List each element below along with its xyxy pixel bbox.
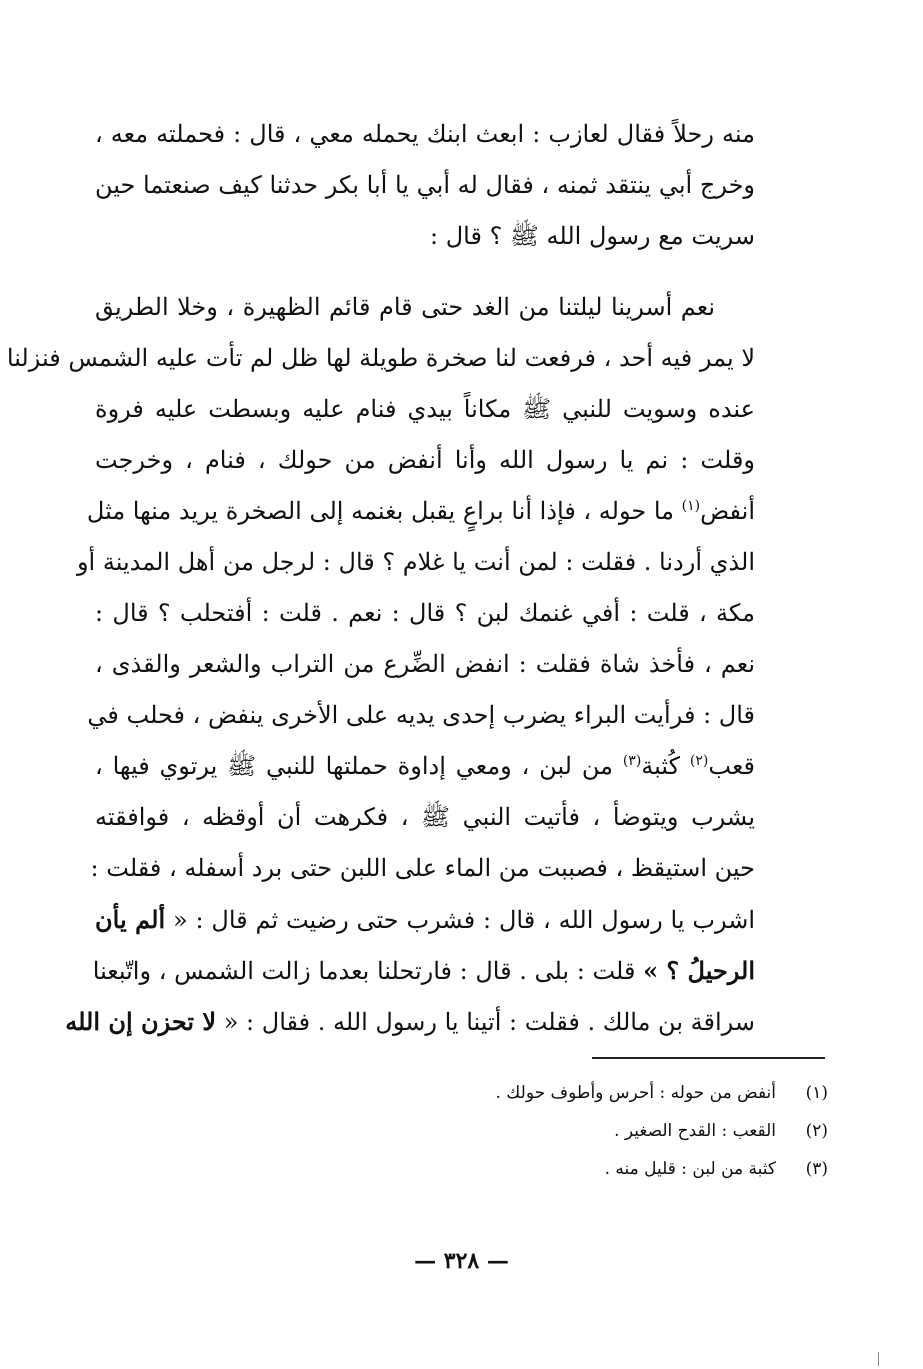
footnote-divider [592, 1057, 825, 1059]
line-text: سراقة بن مالك . فقلت : أتينا يا رسول الله . فقال : « [223, 1008, 755, 1036]
text-line: قال : فرأيت البراء يضرب إحدى يديه على الأخرى ينفض ، فحلب في [87, 701, 755, 729]
text-line: لا يمر فيه أحد ، فرفعت لنا صخرة طويلة لها ظل لم تأت عليه الشمس فنزلنا [6, 344, 755, 372]
footnote-ref-2: (٢) [689, 753, 709, 769]
line-text: قعب [708, 752, 755, 780]
text-line: نعم ، فأخذ شاة فقلت : انفض الضِّرع من التراب والشعر والقذى ، [95, 650, 755, 678]
text-line [65, 996, 755, 1047]
quote-bold: لا تحزن إن الله [65, 1007, 217, 1036]
line-text: كُثبة [641, 752, 690, 780]
footnote-1 [268, 1074, 828, 1112]
line-text: قلت : بلى . قال : فارتحلنا بعدما زالت الشمس ، واتّبعنا [92, 957, 644, 985]
text-line: الذي أردنا . فقلت : لمن أنت يا غلام ؟ قال : لرجل من أهل المدينة أو [76, 548, 755, 576]
text-line: مكة ، قلت : أفي غنمك لبن ؟ قال : نعم . قلت : أفتحلب ؟ قال : [95, 599, 755, 627]
footnote-ref-3: (٣) [622, 753, 642, 769]
page-number: — ٣٢٨ — [414, 1248, 509, 1274]
line-text: اشرب يا رسول الله ، قال : فشرب حتى رضيت ثم قال : « [172, 906, 755, 934]
line-text: من لبن ، ومعي إداوة حملتها للنبي ﷺ يرتوي فيها ، [95, 752, 623, 780]
footnote-number: (٢) [805, 1121, 828, 1141]
footnote-3 [268, 1150, 828, 1188]
paragraph-2 [6, 282, 756, 1047]
footnotes [268, 1074, 828, 1188]
footnote-number: (١) [805, 1083, 828, 1103]
line-text: ما حوله ، فإذا أنا براعٍ يقبل بغنمه إلى الصخرة يريد منها مثل [86, 497, 682, 525]
text-line: يشرب ويتوضأ ، فأتيت النبي ﷺ ، فكرهت أن أوقظه ، فوافقته [95, 803, 755, 831]
footnote-text: كثبة من لبن : قليل منه . [604, 1159, 776, 1179]
footnote-text: القعب : القدح الصغير . [614, 1121, 776, 1141]
text-line: وخرج أبي ينتقد ثمنه ، فقال له أبي يا أبا بكر حدثنا كيف صنعتما حين [95, 171, 755, 199]
scan-edge-mark [878, 1352, 879, 1366]
text-line [95, 894, 755, 945]
text-line [92, 945, 755, 996]
text-line [86, 486, 755, 537]
text-line [95, 741, 755, 792]
footnote-text: أنفض من حوله : أحرس وأطوف حولك . [495, 1083, 776, 1103]
text-line: عنده وسويت للنبي ﷺ مكاناً بيدي فنام عليه وبسطت عليه فروة [95, 395, 755, 423]
text-line: نعم أسرينا ليلتنا من الغد حتى قام قائم الظهيرة ، وخلا الطريق [95, 293, 715, 321]
footnote-2 [268, 1112, 828, 1150]
text-line: منه رحلاً فقال لعازب : ابعث ابنك يحمله معي ، قال : فحملته معه ، [95, 120, 755, 148]
line-text: أنفض [700, 497, 755, 525]
footnote-ref-1: (١) [681, 498, 701, 514]
quote-bold: الرحيلُ ؟ » [643, 956, 755, 985]
text-line: سريت مع رسول الله ﷺ ؟ قال : [430, 222, 755, 250]
paragraph-1 [95, 109, 755, 262]
footnote-number: (٣) [805, 1159, 828, 1179]
quote-bold: ألم يأن [95, 905, 166, 934]
text-line: حين استيقظ ، فصببت من الماء على اللبن حتى برد أسفله ، فقلت : [90, 854, 755, 882]
text-line: وقلت : نم يا رسول الله وأنا أنفض من حولك ، فنام ، وخرجت [95, 446, 756, 474]
